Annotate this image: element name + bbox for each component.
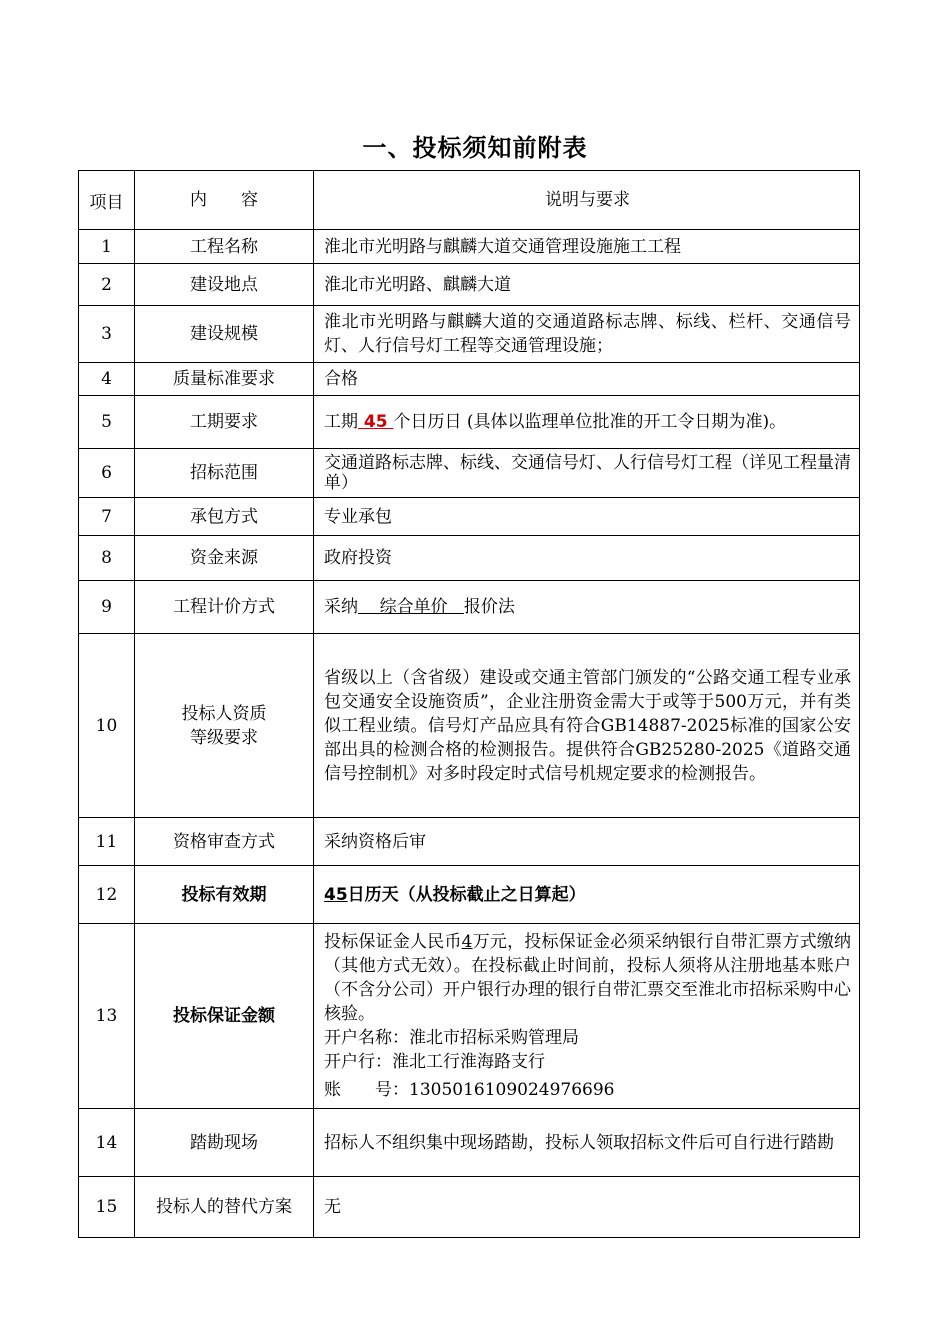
row-desc: 无: [314, 1177, 860, 1238]
header-desc: 说明与要求: [314, 171, 860, 230]
row-desc: [314, 866, 860, 924]
table-row: [79, 498, 860, 536]
row-desc: [314, 924, 860, 1109]
row-no: 15: [79, 1177, 135, 1238]
pricing-suffix: 报价法: [463, 597, 515, 617]
row-item: 资金来源: [135, 536, 314, 581]
pricing-prefix: 采纳: [324, 597, 358, 617]
table-row: [79, 866, 860, 924]
row-item: 招标范围: [135, 449, 314, 498]
table-row: [79, 363, 860, 396]
row-desc: [314, 581, 860, 634]
account-name: 开户名称：淮北市招标采购管理局: [324, 1028, 579, 1048]
row-desc: 淮北市光明路与麒麟大道的交通道路标志牌、标线、栏杆、交通信号灯、人行信号灯工程等交通管理设施；: [314, 306, 860, 363]
row-desc: 专业承包: [314, 498, 860, 536]
table-row: [79, 1177, 860, 1238]
requirements-table: [78, 170, 860, 1238]
row-item: 承包方式: [135, 498, 314, 536]
item-line: 投标人资质: [181, 703, 267, 724]
row-item: 工程名称: [135, 230, 314, 264]
row-desc: [314, 396, 860, 449]
table-row: [79, 449, 860, 498]
table-row: [79, 1109, 860, 1177]
row-item: 建设规模: [135, 306, 314, 363]
row-no: 2: [79, 264, 135, 306]
row-item: 工期要求: [135, 396, 314, 449]
row-item: 质量标准要求: [135, 363, 314, 396]
header-item: 内 容: [135, 171, 314, 230]
validity-value: 45: [324, 884, 348, 905]
pricing-value: 综合单价: [358, 597, 464, 617]
row-desc: 淮北市光明路、麒麟大道: [314, 264, 860, 306]
row-item: 建设地点: [135, 264, 314, 306]
row-item: 投标人的替代方案: [135, 1177, 314, 1238]
header-no: 项目: [79, 171, 135, 230]
duration-value: 45: [358, 412, 394, 432]
row-no: 12: [79, 866, 135, 924]
row-no: 14: [79, 1109, 135, 1177]
table-row: [79, 924, 860, 1109]
row-no: 5: [79, 396, 135, 449]
table-row: [79, 536, 860, 581]
row-item: 投标有效期: [135, 866, 314, 924]
duration-prefix: 工期: [324, 412, 358, 432]
row-item: [135, 634, 314, 818]
row-no: 11: [79, 818, 135, 866]
row-desc: 交通道路标志牌、标线、交通信号灯、人行信号灯工程（详见工程量清单）: [314, 449, 860, 498]
row-desc: 采纳资格后审: [314, 818, 860, 866]
bank-name: 开户行：淮北工行淮海路支行: [324, 1052, 545, 1072]
table-row: [79, 634, 860, 818]
table-row: [79, 230, 860, 264]
row-no: 13: [79, 924, 135, 1109]
row-no: 10: [79, 634, 135, 818]
item-line: 等级要求: [190, 727, 258, 748]
validity-suffix: 日历天（从投标截止之日算起）: [347, 884, 586, 905]
row-no: 8: [79, 536, 135, 581]
row-item: 工程计价方式: [135, 581, 314, 634]
row-item: 投标保证金额: [135, 924, 314, 1109]
deposit-suffix: 万元，投标保证金必须采纳银行自带汇票方式缴纳（其他方式无效）。在投标截止时间前，投标人须将从注册地基本账户（不含分公司）开户银行办理的银行自带汇票交至淮北市招标采购中心核验。: [324, 932, 852, 1024]
table-row: [79, 581, 860, 634]
table-row: [79, 818, 860, 866]
row-desc: 合格: [314, 363, 860, 396]
deposit-value: 4: [461, 932, 473, 952]
row-no: 4: [79, 363, 135, 396]
account-number: 账 号：1305016109024976696: [324, 1080, 615, 1100]
row-desc: 招标人不组织集中现场踏勘，投标人领取招标文件后可自行进行踏勘: [314, 1109, 860, 1177]
table-row: [79, 396, 860, 449]
row-item: 资格审查方式: [135, 818, 314, 866]
table-row: [79, 306, 860, 363]
deposit-prefix: 投标保证金人民币: [324, 932, 462, 952]
table-header-row: [79, 171, 860, 230]
page-title: 一、投标须知前附表: [362, 134, 588, 162]
table-row: [79, 264, 860, 306]
deposit-text: [324, 930, 851, 1026]
row-no: 3: [79, 306, 135, 363]
row-no: 1: [79, 230, 135, 264]
duration-suffix: 个日历日 (具体以监理单位批准的开工令日期为准)。: [393, 412, 787, 432]
row-no: 7: [79, 498, 135, 536]
row-no: 9: [79, 581, 135, 634]
row-item: 踏勘现场: [135, 1109, 314, 1177]
row-desc: 淮北市光明路与麒麟大道交通管理设施施工工程: [314, 230, 860, 264]
row-no: 6: [79, 449, 135, 498]
row-desc: 政府投资: [314, 536, 860, 581]
row-desc: 省级以上（含省级）建设或交通主管部门颁发的“公路交通工程专业承包交通安全设施资质”，企业注册资金需大于或等于500万元，并有类似工程业绩。信号灯产品应具有符合GB14887-2025标准的国家公安部出具的检测合格的检测报告。提供符合GB25280-2025《道路交通信号控制机》对多时段定时式信号机规定要求的检测报告。: [314, 634, 860, 818]
